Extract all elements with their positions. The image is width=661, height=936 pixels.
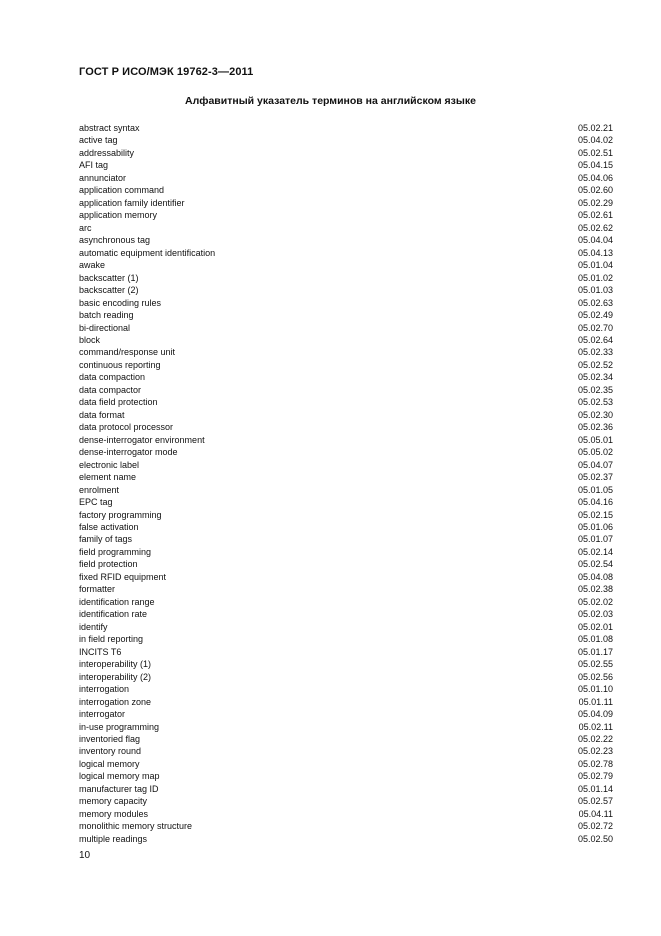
index-entry bbox=[79, 833, 613, 845]
index-entry bbox=[79, 209, 613, 221]
index-term-reference: 05.01.17 bbox=[577, 646, 613, 657]
index-term: command/response unit bbox=[79, 347, 176, 358]
index-term-reference: 05.02.50 bbox=[577, 833, 613, 844]
index-term: logical memory bbox=[79, 758, 140, 769]
index-entry bbox=[79, 134, 613, 146]
index-term: field programming bbox=[79, 546, 152, 557]
index-term: interoperability (1) bbox=[79, 659, 152, 670]
index-term: inventory round bbox=[79, 746, 142, 757]
index-entry bbox=[79, 297, 613, 309]
index-term: addressability bbox=[79, 147, 135, 158]
index-term-reference: 05.02.21 bbox=[577, 123, 613, 133]
index-term-reference: 05.02.33 bbox=[577, 347, 613, 358]
index-entry bbox=[79, 820, 613, 832]
index-term: backscatter (2) bbox=[79, 285, 139, 296]
index-term: memory capacity bbox=[79, 796, 148, 807]
index-term-reference: 05.05.02 bbox=[577, 447, 613, 458]
index-term: family of tags bbox=[79, 534, 133, 545]
index-term: application command bbox=[79, 185, 165, 196]
index-term: dense-interrogator mode bbox=[79, 447, 178, 458]
index-entry bbox=[79, 384, 613, 396]
index-term-reference: 05.02.36 bbox=[577, 422, 613, 433]
index-entry bbox=[79, 745, 613, 757]
index-entry bbox=[79, 721, 613, 733]
index-entry bbox=[79, 608, 613, 620]
index-term: INCITS T6 bbox=[79, 646, 122, 657]
index-entry bbox=[79, 346, 613, 358]
index-term-reference: 05.02.02 bbox=[577, 596, 613, 607]
index-term-reference: 05.02.11 bbox=[578, 721, 613, 732]
index-term-reference: 05.02.35 bbox=[577, 384, 613, 395]
index-term: automatic equipment identification bbox=[79, 247, 216, 258]
index-entry bbox=[79, 646, 613, 658]
index-term-reference: 05.02.03 bbox=[577, 609, 613, 620]
index-entry bbox=[79, 733, 613, 745]
index-term: AFI tag bbox=[79, 160, 109, 171]
index-entry bbox=[79, 795, 613, 807]
index-term: element name bbox=[79, 472, 137, 483]
index-entry bbox=[79, 633, 613, 645]
index-list bbox=[79, 122, 613, 845]
index-term-reference: 05.02.14 bbox=[577, 546, 613, 557]
index-term-reference: 05.01.03 bbox=[577, 285, 613, 296]
index-entry bbox=[79, 509, 613, 521]
index-term: factory programming bbox=[79, 509, 162, 520]
index-term-reference: 05.01.08 bbox=[577, 634, 613, 645]
index-entry bbox=[79, 521, 613, 533]
index-term: inventoried flag bbox=[79, 733, 141, 744]
index-entry bbox=[79, 396, 613, 408]
index-term: asynchronous tag bbox=[79, 235, 151, 246]
index-term: fixed RFID equipment bbox=[79, 571, 167, 582]
index-term: field protection bbox=[79, 559, 138, 570]
index-term: interrogator bbox=[79, 709, 126, 720]
index-entry bbox=[79, 621, 613, 633]
index-term: application memory bbox=[79, 210, 158, 221]
index-entry bbox=[79, 259, 613, 271]
index-term-reference: 05.02.72 bbox=[577, 821, 613, 832]
index-term-reference: 05.04.06 bbox=[577, 172, 613, 183]
page-number: 10 bbox=[79, 850, 91, 861]
index-term-reference: 05.02.38 bbox=[577, 584, 613, 595]
index-term: multiple readings bbox=[79, 833, 148, 844]
index-term: memory modules bbox=[79, 808, 149, 819]
index-entry bbox=[79, 758, 613, 770]
index-entry bbox=[79, 446, 613, 458]
index-term-reference: 05.02.79 bbox=[577, 771, 613, 782]
index-entry bbox=[79, 371, 613, 383]
index-term: identify bbox=[79, 621, 108, 632]
index-entry bbox=[79, 683, 613, 695]
index-term: monolithic memory structure bbox=[79, 821, 193, 832]
index-term: EPC tag bbox=[79, 497, 113, 508]
index-term-reference: 05.04.16 bbox=[577, 497, 613, 508]
index-term-reference: 05.04.15 bbox=[577, 160, 613, 171]
index-term-reference: 05.01.10 bbox=[577, 684, 613, 695]
index-term-reference: 05.02.34 bbox=[577, 372, 613, 383]
index-entry bbox=[79, 359, 613, 371]
index-term: data protocol processor bbox=[79, 422, 174, 433]
index-term-reference: 05.04.02 bbox=[577, 135, 613, 146]
index-term: identification rate bbox=[79, 609, 148, 620]
index-term-reference: 05.02.64 bbox=[577, 334, 613, 345]
index-entry bbox=[79, 546, 613, 558]
index-entry bbox=[79, 533, 613, 545]
index-term: data compaction bbox=[79, 372, 146, 383]
index-term: false activation bbox=[79, 522, 139, 532]
index-term: manufacturer tag ID bbox=[79, 783, 159, 794]
index-term: identification range bbox=[79, 596, 155, 607]
index-entry bbox=[79, 159, 613, 171]
index-entry bbox=[79, 808, 613, 820]
index-term-reference: 05.02.52 bbox=[577, 359, 613, 370]
index-entry bbox=[79, 272, 613, 284]
index-term-reference: 05.01.07 bbox=[577, 534, 613, 545]
index-term: in field reporting bbox=[79, 634, 144, 645]
index-term-reference: 05.02.61 bbox=[577, 210, 613, 221]
index-term: dense-interrogator environment bbox=[79, 434, 205, 445]
index-term-reference: 05.02.23 bbox=[577, 746, 613, 757]
index-entry bbox=[79, 770, 613, 782]
index-entry bbox=[79, 247, 613, 259]
index-entry bbox=[79, 459, 613, 471]
index-term-reference: 05.02.57 bbox=[577, 796, 613, 807]
index-entry bbox=[79, 496, 613, 508]
index-term-reference: 05.02.22 bbox=[577, 733, 613, 744]
index-entry bbox=[79, 122, 613, 134]
index-entry bbox=[79, 197, 613, 209]
index-entry bbox=[79, 409, 613, 421]
index-entry bbox=[79, 671, 613, 683]
index-term: backscatter (1) bbox=[79, 272, 139, 283]
index-term-reference: 05.01.06 bbox=[577, 522, 613, 532]
index-term-reference: 05.02.30 bbox=[577, 409, 613, 420]
index-term-reference: 05.02.55 bbox=[577, 659, 613, 670]
index-term-reference: 05.02.54 bbox=[577, 559, 613, 570]
index-term: enrolment bbox=[79, 484, 120, 495]
index-entry bbox=[79, 421, 613, 433]
index-title: Алфавитный указатель терминов на английском языке bbox=[185, 95, 476, 107]
index-term: logical memory map bbox=[79, 771, 160, 782]
index-term-reference: 05.01.14 bbox=[577, 783, 613, 794]
index-entry bbox=[79, 696, 613, 708]
index-term: data format bbox=[79, 409, 125, 420]
index-term: interoperability (2) bbox=[79, 671, 152, 682]
index-term: continuous reporting bbox=[79, 359, 161, 370]
index-term: batch reading bbox=[79, 310, 134, 321]
index-term: in-use programming bbox=[79, 721, 160, 732]
index-term-reference: 05.02.15 bbox=[577, 509, 613, 520]
index-entry bbox=[79, 172, 613, 184]
index-term-reference: 05.04.13 bbox=[577, 247, 613, 258]
index-term-reference: 05.04.08 bbox=[577, 571, 613, 582]
index-term: electronic label bbox=[79, 459, 140, 470]
index-term-reference: 05.01.05 bbox=[577, 484, 613, 495]
index-entry bbox=[79, 309, 613, 321]
index-entry bbox=[79, 284, 613, 296]
index-entry bbox=[79, 322, 613, 334]
index-term: annunciator bbox=[79, 172, 127, 183]
index-term-reference: 05.02.70 bbox=[577, 322, 613, 333]
index-entry bbox=[79, 434, 613, 446]
index-term-reference: 05.02.53 bbox=[577, 397, 613, 408]
index-term-reference: 05.04.07 bbox=[577, 459, 613, 470]
index-entry bbox=[79, 708, 613, 720]
index-term-reference: 05.04.04 bbox=[577, 235, 613, 246]
index-term: interrogation bbox=[79, 684, 130, 695]
index-entry bbox=[79, 184, 613, 196]
index-term: active tag bbox=[79, 135, 118, 146]
index-term: basic encoding rules bbox=[79, 297, 162, 308]
index-entry bbox=[79, 783, 613, 795]
index-term-reference: 05.02.51 bbox=[577, 147, 613, 158]
index-term-reference: 05.02.56 bbox=[577, 671, 613, 682]
index-entry bbox=[79, 147, 613, 159]
index-term-reference: 05.02.01 bbox=[577, 621, 613, 632]
index-term: bi-directional bbox=[79, 322, 131, 333]
index-term-reference: 05.01.11 bbox=[578, 696, 613, 707]
index-term-reference: 05.01.04 bbox=[577, 260, 613, 271]
index-term: data field protection bbox=[79, 397, 158, 408]
index-term: arc bbox=[79, 222, 92, 233]
index-term: data compactor bbox=[79, 384, 142, 395]
index-term-reference: 05.02.78 bbox=[577, 758, 613, 769]
index-term: abstract syntax bbox=[79, 123, 140, 133]
index-term: application family identifier bbox=[79, 197, 185, 208]
index-term-reference: 05.04.11 bbox=[578, 808, 613, 819]
index-entry bbox=[79, 222, 613, 234]
index-term-reference: 05.02.62 bbox=[577, 222, 613, 233]
index-term-reference: 05.05.01 bbox=[577, 434, 613, 445]
index-term-reference: 05.02.63 bbox=[577, 297, 613, 308]
index-entry bbox=[79, 334, 613, 346]
index-entry bbox=[79, 658, 613, 670]
index-term: block bbox=[79, 334, 101, 345]
index-term-reference: 05.02.60 bbox=[577, 185, 613, 196]
index-term: formatter bbox=[79, 584, 116, 595]
index-term-reference: 05.01.02 bbox=[577, 272, 613, 283]
index-entry bbox=[79, 471, 613, 483]
index-term-reference: 05.02.37 bbox=[577, 472, 613, 483]
index-term: awake bbox=[79, 260, 106, 271]
index-entry bbox=[79, 596, 613, 608]
standard-header: ГОСТ Р ИСО/МЭК 19762-3—2011 bbox=[79, 66, 254, 78]
index-entry bbox=[79, 558, 613, 570]
index-term-reference: 05.02.49 bbox=[577, 310, 613, 321]
index-term-reference: 05.02.29 bbox=[577, 197, 613, 208]
index-term-reference: 05.04.09 bbox=[577, 709, 613, 720]
index-entry bbox=[79, 583, 613, 595]
index-entry bbox=[79, 234, 613, 246]
index-entry bbox=[79, 571, 613, 583]
index-term: interrogation zone bbox=[79, 696, 152, 707]
index-entry bbox=[79, 484, 613, 496]
